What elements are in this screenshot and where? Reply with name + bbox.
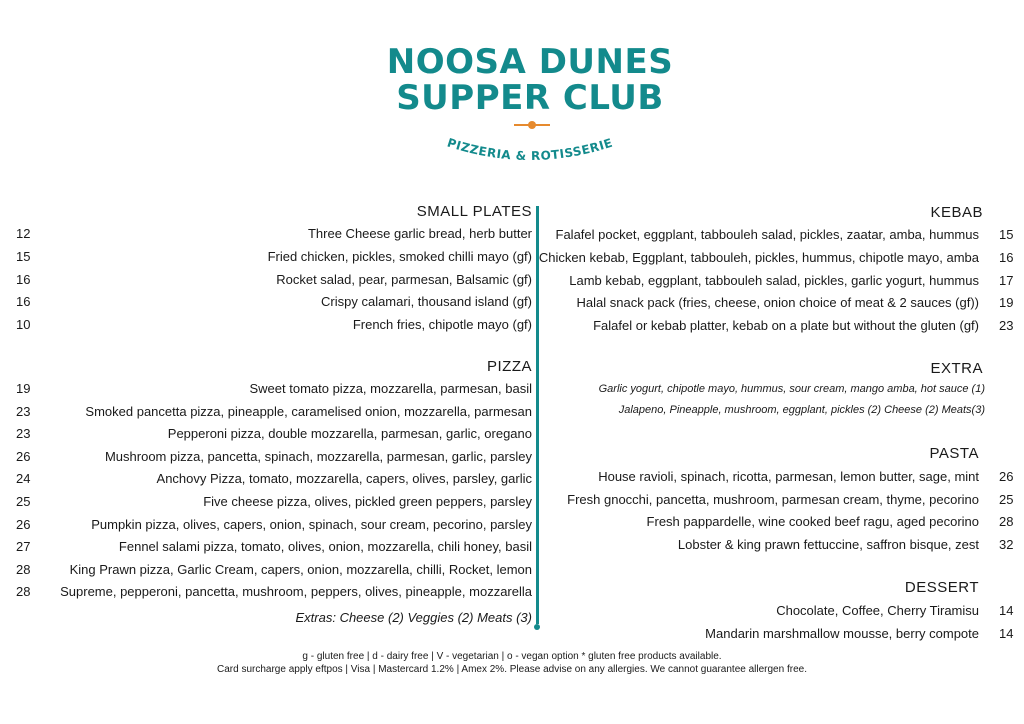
- menu-item-price: 15: [16, 248, 31, 264]
- logo: [380, 40, 680, 170]
- section-title-pasta: PASTA: [929, 445, 979, 462]
- logo-subtitle: PIZZERIA & ROTISSERIE: [445, 135, 615, 164]
- menu-item-price: 26: [999, 469, 1014, 484]
- section-title-small-plates: SMALL PLATES: [416, 203, 532, 220]
- menu-item-price: 26: [16, 448, 31, 464]
- section-title-extra: EXTRA: [930, 360, 983, 377]
- menu-item-name: Supreme, pepperoni, pancetta, mushroom, peppers, olives, pineapple, mozzarella: [60, 584, 532, 600]
- menu-item-name: Mushroom pizza, pancetta, spinach, mozzarella, parmesan, garlic, parsley: [104, 448, 532, 464]
- divider-dot: [534, 624, 540, 630]
- menu-item-name: Halal snack pack (fries, cheese, onion choice of meat & 2 sauces (gf)): [576, 295, 979, 311]
- menu-item-name: Three Cheese garlic bread, herb butter: [307, 226, 532, 241]
- menu-item-price: 19: [999, 295, 1014, 311]
- menu-item-price: 14: [999, 625, 1014, 641]
- menu-item-name: Chicken kebab, Eggplant, tabbouleh, pickles, hummus, chipotle mayo, amba: [538, 249, 979, 265]
- menu-item-price: 28: [16, 584, 31, 600]
- menu-item-name: Rocket salad, pear, parmesan, Balsamic (gf): [276, 271, 532, 287]
- menu-item-name: Fresh pappardelle, wine cooked beef ragu, aged pecorino: [646, 514, 979, 530]
- menu-item-price: 24: [16, 471, 31, 487]
- menu-item-name: Fennel salami pizza, tomato, olives, onion, mozzarella, chili honey, basil: [118, 539, 532, 555]
- menu-item-name: Falafel or kebab platter, kebab on a plate but without the gluten (gf): [593, 318, 979, 334]
- section-title-dessert: DESSERT: [904, 579, 979, 596]
- logo-subtitle-arc: [410, 128, 650, 178]
- logo-title-line1: NOOSA DUNES: [386, 42, 674, 82]
- menu-item-name: Falafel pocket, eggplant, tabbouleh salad, pickles, zaatar, amba, hummus: [555, 227, 979, 242]
- menu-item-price: 23: [999, 318, 1014, 334]
- logo-title-line2: SUPPER CLUB: [396, 78, 664, 118]
- menu-item-price: 28: [16, 561, 31, 577]
- svg-text:PIZZERIA & ROTISSERIE: [446, 136, 615, 163]
- menu-item-name: Chocolate, Coffee, Cherry Tiramisu: [776, 603, 979, 618]
- menu-item-name: Lamb kebab, eggplant, tabbouleh salad, pickles, garlic yogurt, hummus: [569, 272, 979, 288]
- footer-line-1: g - gluten free | d - dairy free | V - vegetarian | o - vegan option * gluten free products available.: [302, 651, 722, 662]
- menu-item-name: Crispy calamari, thousand island (gf): [321, 294, 532, 310]
- menu-item-price: 28: [999, 514, 1014, 530]
- section-title-kebab: KEBAB: [930, 204, 983, 221]
- menu-item-price: 16: [16, 271, 31, 287]
- menu-item-price: 16: [999, 249, 1014, 265]
- menu-item-name: French fries, chipotle mayo (gf): [352, 317, 532, 333]
- menu-item-price: 23: [16, 403, 31, 419]
- menu-item-price: 17: [999, 272, 1014, 288]
- menu-item-price: 10: [16, 317, 31, 333]
- menu-item-price: 12: [16, 226, 31, 241]
- section-title-pizza: PIZZA: [486, 358, 532, 375]
- menu-item-name: Lobster & king prawn fettuccine, saffron bisque, zest: [677, 536, 979, 552]
- menu-item-price: 15: [999, 227, 1014, 242]
- menu-item-name: Pumpkin pizza, olives, capers, onion, spinach, sour cream, pecorino, parsley: [91, 516, 532, 532]
- menu-item-name: Smoked pancetta pizza, pineapple, caramelised onion, mozzarella, parmesan: [85, 403, 532, 419]
- footer-line-2: Card surcharge apply eftpos | Visa | Mastercard 1.2% | Amex 2%. Please advise on any allergies. We cannot guarantee allergen free.: [217, 664, 807, 675]
- menu-item-price: 14: [999, 603, 1014, 618]
- menu-item-price: 16: [16, 294, 31, 310]
- extra-line-2: Jalapeno, Pineapple, mushroom, eggplant, pickles (2) Cheese (2) Meats(3): [618, 404, 985, 416]
- menu-item-price: 23: [16, 426, 31, 442]
- menu-item-price: 19: [16, 381, 31, 396]
- menu-item-name: Sweet tomato pizza, mozzarella, parmesan, basil: [249, 381, 532, 396]
- menu-item-name: Five cheese pizza, olives, pickled green peppers, parsley: [203, 494, 532, 509]
- menu-item-name: Anchovy Pizza, tomato, mozzarella, capers, olives, parsley, garlic: [156, 471, 532, 487]
- extra-line-1: Garlic yogurt, chipotle mayo, hummus, sour cream, mango amba, hot sauce (1): [598, 383, 985, 395]
- menu-item-price: 27: [16, 539, 31, 555]
- menu-item-price: 26: [16, 516, 31, 532]
- menu-item-name: Pepperoni pizza, double mozzarella, parmesan, garlic, oregano: [167, 426, 532, 442]
- menu-item-name: Mandarin marshmallow mousse, berry compote: [705, 625, 979, 641]
- menu-item-name: King Prawn pizza, Garlic Cream, capers, onion, mozzarella, chilli, Rocket, lemon: [69, 561, 532, 577]
- menu-item-price: 32: [999, 536, 1014, 552]
- logo-ornament: [514, 124, 550, 126]
- menu-item-name: House ravioli, spinach, ricotta, parmesan, lemon butter, sage, mint: [598, 469, 979, 484]
- menu-item-price: 25: [16, 494, 31, 509]
- column-divider: [536, 206, 539, 624]
- pizza-extras: Extras: Cheese (2) Veggies (2) Meats (3): [295, 610, 532, 625]
- menu-item-name: Fresh gnocchi, pancetta, mushroom, parmesan cream, thyme, pecorino: [567, 491, 979, 507]
- menu-item-price: 25: [999, 491, 1014, 507]
- menu-item-name: Fried chicken, pickles, smoked chilli mayo (gf): [267, 248, 532, 264]
